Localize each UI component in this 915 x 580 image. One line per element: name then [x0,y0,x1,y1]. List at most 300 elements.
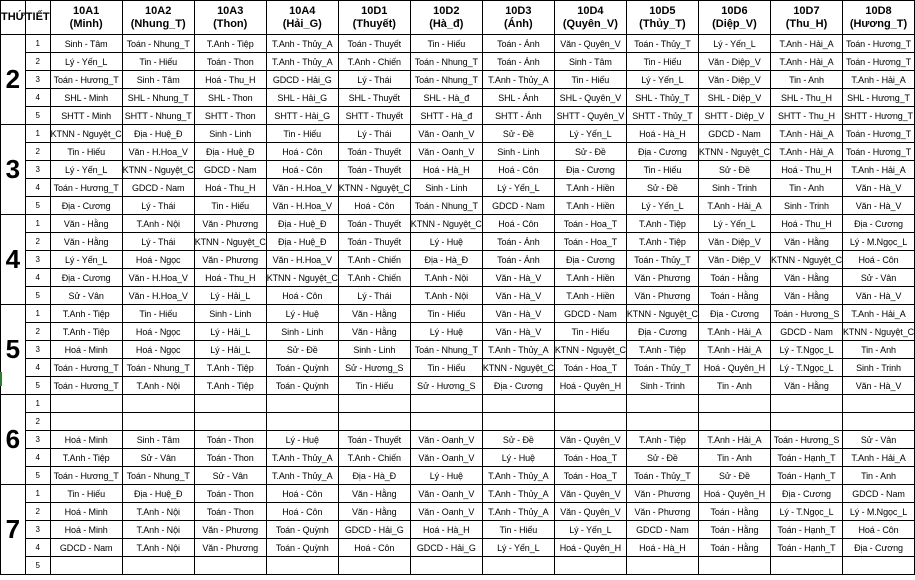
schedule-cell[interactable]: Sử - Đề [626,179,698,197]
schedule-cell[interactable]: Hoá - Hà_H [410,521,482,539]
schedule-cell[interactable]: Sinh - Trinh [770,197,842,215]
schedule-cell[interactable]: Lý - Thái [122,197,194,215]
schedule-cell[interactable]: Toán - Thủy_T [626,467,698,485]
schedule-cell[interactable]: Toán - Ánh [482,251,554,269]
schedule-cell[interactable]: Toán - Hằng [698,503,770,521]
schedule-cell[interactable]: Toán - Hương_T [50,467,122,485]
schedule-cell[interactable]: T.Anh - Tiệp [50,305,122,323]
schedule-cell[interactable]: KTNN - Nguyệt_C [194,233,266,251]
schedule-cell[interactable]: Văn - Phương [626,269,698,287]
header-class-10d7[interactable] [770,1,842,35]
schedule-cell[interactable]: T.Anh - Thủy_A [266,35,338,53]
schedule-cell[interactable]: T.Anh - Nội [122,503,194,521]
day-label[interactable]: 6 [1,395,26,485]
schedule-cell[interactable]: Tin - Hiếu [50,485,122,503]
schedule-cell[interactable] [626,395,698,413]
schedule-cell[interactable] [842,395,914,413]
period-number[interactable]: 4 [25,539,50,557]
schedule-cell[interactable]: Văn - Quyên_V [554,35,626,53]
schedule-cell[interactable]: Sử - Vân [50,287,122,305]
schedule-cell[interactable]: Văn - Oanh_V [410,431,482,449]
schedule-cell[interactable]: Văn - Phương [626,287,698,305]
header-class-10d8[interactable] [842,1,914,35]
schedule-cell[interactable]: Văn - Hằng [338,503,410,521]
schedule-cell[interactable] [266,395,338,413]
schedule-cell[interactable]: Hoá - Hà_H [410,161,482,179]
schedule-cell[interactable]: Toán - Nhung_T [122,467,194,485]
schedule-cell[interactable]: Toán - Hoa_T [554,449,626,467]
schedule-cell[interactable]: T.Anh - Nội [410,269,482,287]
schedule-cell[interactable]: T.Anh - Hải_A [698,341,770,359]
schedule-cell[interactable]: T.Anh - Tiệp [626,431,698,449]
period-number[interactable]: 5 [25,107,50,125]
schedule-cell[interactable]: Văn - Hà_V [842,287,914,305]
schedule-cell[interactable]: T.Anh - Hải_A [842,449,914,467]
schedule-cell[interactable]: Toán - Hương_T [842,35,914,53]
schedule-cell[interactable] [122,395,194,413]
schedule-cell[interactable]: Sinh - Linh [338,341,410,359]
schedule-cell[interactable]: Văn - Diệp_V [698,251,770,269]
schedule-cell[interactable]: KTNN - Nguyệt_C [842,323,914,341]
schedule-cell[interactable]: Toán - Thuyết [338,143,410,161]
schedule-cell[interactable]: GDCD - Hải_G [338,521,410,539]
schedule-cell[interactable]: Lý - M.Ngọc_L [842,503,914,521]
schedule-cell[interactable]: Toán - Thuyết [338,35,410,53]
schedule-cell[interactable]: Hoá - Quyên_H [698,485,770,503]
schedule-cell[interactable]: GDCD - Nam [842,485,914,503]
schedule-cell[interactable] [338,557,410,575]
schedule-cell[interactable]: Sử - Hương_S [338,359,410,377]
schedule-cell[interactable]: Sinh - Linh [410,179,482,197]
schedule-cell[interactable]: Sử - Đề [698,161,770,179]
schedule-cell[interactable]: Toán - Hạnh_T [770,539,842,557]
schedule-cell[interactable]: Toán - Hằng [698,521,770,539]
period-number[interactable]: 3 [25,341,50,359]
schedule-cell[interactable]: Sinh - Tâm [554,53,626,71]
schedule-cell[interactable]: Toán - Hương_T [842,53,914,71]
schedule-cell[interactable]: Tin - Anh [842,341,914,359]
period-number[interactable]: 1 [25,215,50,233]
schedule-cell[interactable]: Tin - Hiếu [50,143,122,161]
schedule-cell[interactable]: T.Anh - Nội [122,521,194,539]
schedule-cell[interactable]: Tin - Anh [698,377,770,395]
schedule-cell[interactable]: Lý - Yến_L [50,53,122,71]
schedule-cell[interactable]: Văn - H.Hoa_V [122,287,194,305]
schedule-cell[interactable]: SHL - Thuyết [338,89,410,107]
schedule-cell[interactable]: T.Anh - Tiệp [626,341,698,359]
schedule-cell[interactable]: Tin - Hiếu [410,305,482,323]
schedule-cell[interactable]: Hoá - Côn [338,539,410,557]
schedule-cell[interactable]: Hoá - Côn [842,521,914,539]
schedule-cell[interactable]: Hoá - Thu_H [194,71,266,89]
schedule-cell[interactable]: Hoá - Côn [482,161,554,179]
schedule-cell[interactable]: Hoá - Côn [266,503,338,521]
schedule-cell[interactable]: KTNN - Nguyệt_C [50,125,122,143]
period-number[interactable]: 1 [25,305,50,323]
schedule-cell[interactable]: Tin - Hiếu [194,197,266,215]
schedule-cell[interactable]: T.Anh - Tiệp [194,35,266,53]
schedule-cell[interactable]: T.Anh - Thủy_A [482,341,554,359]
schedule-cell[interactable]: Văn - Phương [194,521,266,539]
schedule-cell[interactable]: Tin - Hiếu [410,359,482,377]
schedule-cell[interactable]: Văn - Quyên_V [554,485,626,503]
schedule-cell[interactable]: Hoá - Hà_H [626,539,698,557]
schedule-cell[interactable]: Toán - Thon [194,449,266,467]
schedule-cell[interactable] [842,557,914,575]
schedule-cell[interactable]: Văn - H.Hoa_V [266,251,338,269]
schedule-cell[interactable]: Toán - Thủy_T [626,359,698,377]
schedule-cell[interactable]: Lý - Thái [338,71,410,89]
schedule-cell[interactable]: T.Anh - Hải_A [770,35,842,53]
schedule-cell[interactable] [410,557,482,575]
schedule-cell[interactable]: Lý - T.Ngọc_L [770,503,842,521]
day-label[interactable]: 5 [1,305,26,395]
schedule-cell[interactable]: Sinh - Trinh [698,179,770,197]
schedule-cell[interactable]: Hoá - Quyên_H [554,377,626,395]
period-number[interactable]: 1 [25,125,50,143]
schedule-cell[interactable]: Lý - Yến_L [482,539,554,557]
schedule-cell[interactable]: Toán - Hương_T [50,359,122,377]
schedule-cell[interactable]: Địa - Cương [842,539,914,557]
schedule-cell[interactable] [410,395,482,413]
schedule-cell[interactable]: T.Anh - Hiền [554,197,626,215]
schedule-cell[interactable]: Hoá - Minh [50,521,122,539]
schedule-cell[interactable]: T.Anh - Thủy_A [266,449,338,467]
schedule-cell[interactable]: Toán - Nhung_T [410,341,482,359]
schedule-cell[interactable]: GDCD - Hải_G [410,539,482,557]
schedule-cell[interactable]: GDCD - Nam [554,305,626,323]
schedule-cell[interactable]: Toán - Quỳnh [266,359,338,377]
schedule-cell[interactable]: T.Anh - Hải_A [842,161,914,179]
schedule-cell[interactable]: Toán - Hoa_T [554,233,626,251]
schedule-cell[interactable]: Toán - Hương_T [50,179,122,197]
schedule-cell[interactable]: SHL - Thon [194,89,266,107]
schedule-cell[interactable]: Hoá - Thu_H [770,161,842,179]
schedule-cell[interactable]: Lý - T.Ngọc_L [770,341,842,359]
schedule-cell[interactable]: SHL - Diệp_V [698,89,770,107]
schedule-cell[interactable]: KTNN - Nguyệt_C [770,251,842,269]
schedule-cell[interactable]: Tin - Hiếu [626,53,698,71]
schedule-cell[interactable]: Sinh - Linh [194,305,266,323]
schedule-cell[interactable]: Sinh - Linh [194,125,266,143]
schedule-cell[interactable]: Văn - Hà_V [482,305,554,323]
schedule-cell[interactable]: Địa - Huệ_Đ [122,125,194,143]
schedule-cell[interactable]: SHTT - Hương_T [842,107,914,125]
header-class-10a1[interactable] [50,1,122,35]
period-number[interactable]: 4 [25,179,50,197]
period-number[interactable]: 5 [25,467,50,485]
schedule-cell[interactable]: Toán - Ánh [482,53,554,71]
schedule-cell[interactable] [770,557,842,575]
schedule-cell[interactable]: Văn - Quyên_V [554,503,626,521]
schedule-cell[interactable]: SHL - Minh [50,89,122,107]
schedule-cell[interactable]: Lý - Yến_L [554,125,626,143]
schedule-cell[interactable]: Tin - Hiếu [482,521,554,539]
schedule-cell[interactable]: Sử - Vân [842,269,914,287]
schedule-cell[interactable]: Hoá - Côn [842,251,914,269]
schedule-cell[interactable]: Toán - Hằng [698,269,770,287]
schedule-cell[interactable]: T.Anh - Tiệp [194,359,266,377]
schedule-cell[interactable]: Văn - Diệp_V [698,233,770,251]
period-number[interactable]: 3 [25,431,50,449]
schedule-cell[interactable]: Sử - Đề [266,341,338,359]
schedule-cell[interactable]: Sinh - Trinh [626,377,698,395]
schedule-cell[interactable]: Toán - Hằng [698,539,770,557]
schedule-cell[interactable]: Lý - Hải_L [194,341,266,359]
schedule-cell[interactable]: Lý - Yến_L [482,179,554,197]
period-number[interactable]: 3 [25,521,50,539]
schedule-cell[interactable]: Văn - Hằng [50,233,122,251]
schedule-cell[interactable]: Văn - Hằng [770,377,842,395]
schedule-cell[interactable]: Lý - Huệ [410,467,482,485]
header-tiet[interactable]: TIẾT [25,1,50,35]
schedule-cell[interactable]: Văn - Diệp_V [698,71,770,89]
schedule-cell[interactable]: Hoá - Ngọc [122,323,194,341]
schedule-cell[interactable]: Sinh - Tâm [50,35,122,53]
schedule-cell[interactable]: Địa - Huệ_Đ [194,143,266,161]
schedule-cell[interactable]: KTNN - Nguyệt_C [482,359,554,377]
schedule-cell[interactable]: Tin - Hiếu [626,161,698,179]
schedule-cell[interactable]: T.Anh - Hiền [554,269,626,287]
schedule-cell[interactable]: KTNN - Nguyệt_C [410,215,482,233]
schedule-cell[interactable]: Tin - Hiếu [122,53,194,71]
period-number[interactable]: 2 [25,323,50,341]
schedule-cell[interactable]: Lý - Hải_L [194,287,266,305]
schedule-cell[interactable]: Lý - Yến_L [50,251,122,269]
schedule-cell[interactable] [554,557,626,575]
schedule-cell[interactable] [50,557,122,575]
schedule-cell[interactable] [122,557,194,575]
schedule-cell[interactable]: Lý - Huệ [410,233,482,251]
schedule-cell[interactable]: Sử - Vân [194,467,266,485]
day-label[interactable]: 3 [1,125,26,215]
schedule-cell[interactable]: SHTT - Nhung_T [122,107,194,125]
schedule-cell[interactable]: T.Anh - Thủy_A [482,467,554,485]
schedule-cell[interactable]: T.Anh - Hải_A [770,143,842,161]
schedule-cell[interactable]: T.Anh - Nội [122,215,194,233]
schedule-cell[interactable]: T.Anh - Hải_A [842,305,914,323]
schedule-cell[interactable]: Văn - Phương [194,539,266,557]
schedule-cell[interactable]: Tin - Hiếu [122,305,194,323]
schedule-cell[interactable]: Địa - Cương [770,485,842,503]
schedule-cell[interactable]: KTNN - Nguyệt_C [626,305,698,323]
schedule-cell[interactable]: Tin - Anh [770,179,842,197]
schedule-cell[interactable]: Lý - Huệ [410,323,482,341]
schedule-cell[interactable]: Hoá - Côn [482,215,554,233]
header-class-10d2[interactable] [410,1,482,35]
header-class-10d3[interactable] [482,1,554,35]
schedule-cell[interactable]: SHTT - Hà_đ [410,107,482,125]
schedule-cell[interactable]: T.Anh - Tiệp [626,215,698,233]
schedule-cell[interactable]: SHL - Thu_H [770,89,842,107]
schedule-cell[interactable]: Sử - Vân [842,431,914,449]
schedule-cell[interactable]: Toán - Thon [194,431,266,449]
schedule-cell[interactable]: Hoá - Minh [50,431,122,449]
schedule-cell[interactable]: Toán - Quỳnh [266,539,338,557]
schedule-cell[interactable]: Toán - Hương_T [50,71,122,89]
schedule-cell[interactable]: Toán - Hằng [698,287,770,305]
schedule-cell[interactable]: Văn - Phương [626,485,698,503]
schedule-cell[interactable]: Sử - Đề [698,467,770,485]
schedule-cell[interactable]: Toán - Hương_S [770,431,842,449]
schedule-cell[interactable]: Hoá - Thu_H [770,215,842,233]
period-number[interactable]: 4 [25,89,50,107]
schedule-cell[interactable]: Hoá - Côn [338,197,410,215]
schedule-cell[interactable]: Toán - Thon [194,503,266,521]
schedule-cell[interactable]: Toán - Thủy_T [626,251,698,269]
period-number[interactable]: 2 [25,503,50,521]
schedule-cell[interactable]: Tin - Hiếu [410,35,482,53]
schedule-cell[interactable]: Hoá - Thu_H [194,179,266,197]
schedule-cell[interactable]: T.Anh - Chiến [338,269,410,287]
schedule-cell[interactable]: Tin - Anh [842,467,914,485]
schedule-cell[interactable]: Toán - Hương_T [842,125,914,143]
schedule-cell[interactable] [626,557,698,575]
schedule-cell[interactable] [554,395,626,413]
schedule-cell[interactable]: Toán - Thuyết [338,431,410,449]
schedule-cell[interactable]: Hoá - Ngọc [122,251,194,269]
schedule-cell[interactable]: Văn - Oanh_V [410,503,482,521]
schedule-cell[interactable]: SHL - Nhung_T [122,89,194,107]
schedule-cell[interactable]: Sử - Vân [122,449,194,467]
schedule-cell[interactable]: T.Anh - Hải_A [698,323,770,341]
schedule-cell[interactable]: Toán - Nhung_T [410,71,482,89]
schedule-cell[interactable]: Hoá - Ngọc [122,341,194,359]
schedule-cell[interactable]: Văn - Oanh_V [410,485,482,503]
schedule-cell[interactable]: SHTT - Thu_H [770,107,842,125]
schedule-cell[interactable]: Địa - Cương [626,143,698,161]
schedule-cell[interactable]: Toán - Thuyết [338,233,410,251]
schedule-cell[interactable] [842,413,914,431]
schedule-cell[interactable] [410,413,482,431]
schedule-cell[interactable]: T.Anh - Hải_A [842,71,914,89]
period-number[interactable]: 4 [25,449,50,467]
period-number[interactable]: 3 [25,161,50,179]
schedule-cell[interactable]: Lý - Yến_L [626,197,698,215]
schedule-cell[interactable]: Tin - Hiếu [338,377,410,395]
schedule-cell[interactable]: Văn - Hằng [50,215,122,233]
schedule-cell[interactable] [770,413,842,431]
schedule-cell[interactable]: Tin - Anh [770,71,842,89]
schedule-cell[interactable]: Toán - Thon [194,53,266,71]
schedule-cell[interactable]: Sử - Hương_S [410,377,482,395]
schedule-cell[interactable]: Địa - Cương [50,269,122,287]
schedule-cell[interactable]: Toán - Hạnh_T [770,521,842,539]
schedule-cell[interactable]: KTNN - Nguyệt_C [122,161,194,179]
period-number[interactable]: 1 [25,35,50,53]
day-label[interactable]: 7 [1,485,26,575]
schedule-cell[interactable]: Văn - Quyên_V [554,431,626,449]
schedule-cell[interactable]: Toán - Hoa_T [554,359,626,377]
schedule-cell[interactable] [698,557,770,575]
schedule-cell[interactable]: Văn - Phương [194,215,266,233]
schedule-cell[interactable]: Địa - Huệ_Đ [122,485,194,503]
schedule-cell[interactable]: Văn - Hằng [770,233,842,251]
schedule-cell[interactable]: T.Anh - Tiệp [50,449,122,467]
schedule-cell[interactable]: SHTT - Hải_G [266,107,338,125]
schedule-cell[interactable]: Sử - Đề [554,143,626,161]
schedule-cell[interactable]: Lý - T.Ngọc_L [770,359,842,377]
schedule-cell[interactable]: Địa - Hà_Đ [338,467,410,485]
schedule-cell[interactable]: KTNN - Nguyệt_C [338,179,410,197]
schedule-cell[interactable]: SHTT - Diệp_V [698,107,770,125]
schedule-cell[interactable]: Văn - Hà_V [842,377,914,395]
schedule-cell[interactable]: Văn - Oanh_V [410,143,482,161]
schedule-cell[interactable]: T.Anh - Chiến [338,53,410,71]
schedule-cell[interactable] [194,557,266,575]
schedule-cell[interactable]: Tin - Hiếu [554,71,626,89]
schedule-cell[interactable]: Toán - Nhung_T [410,197,482,215]
schedule-cell[interactable]: T.Anh - Chiến [338,251,410,269]
schedule-cell[interactable]: Hoá - Minh [50,341,122,359]
schedule-cell[interactable]: T.Anh - Thủy_A [482,485,554,503]
schedule-cell[interactable]: SHTT - Minh [50,107,122,125]
schedule-cell[interactable]: T.Anh - Thủy_A [266,467,338,485]
schedule-cell[interactable]: Địa - Cương [554,161,626,179]
schedule-cell[interactable]: Tin - Anh [698,449,770,467]
schedule-cell[interactable]: T.Anh - Hải_A [698,431,770,449]
period-number[interactable]: 1 [25,485,50,503]
schedule-cell[interactable]: Sinh - Linh [266,323,338,341]
period-number[interactable]: 2 [25,53,50,71]
schedule-cell[interactable]: T.Anh - Thủy_A [482,503,554,521]
schedule-cell[interactable] [338,413,410,431]
schedule-cell[interactable]: Văn - Phương [626,503,698,521]
schedule-cell[interactable] [122,413,194,431]
schedule-cell[interactable]: Tin - Hiếu [266,125,338,143]
schedule-cell[interactable]: Lý - Yến_L [698,35,770,53]
period-number[interactable]: 4 [25,269,50,287]
schedule-cell[interactable]: Văn - H.Hoa_V [266,179,338,197]
period-number[interactable]: 5 [25,557,50,575]
schedule-cell[interactable]: Lý - Hải_L [194,323,266,341]
schedule-cell[interactable] [266,557,338,575]
schedule-cell[interactable]: KTNN - Nguyệt_C [266,269,338,287]
day-label[interactable]: 2 [1,35,26,125]
schedule-cell[interactable]: Toán - Thuyết [338,215,410,233]
schedule-cell[interactable]: T.Anh - Hiền [554,287,626,305]
header-class-10a2[interactable] [122,1,194,35]
schedule-cell[interactable]: Văn - H.Hoa_V [122,143,194,161]
schedule-cell[interactable]: Toán - Quỳnh [266,521,338,539]
schedule-cell[interactable]: SHTT - Thủy_T [626,107,698,125]
schedule-cell[interactable]: Văn - Hà_V [482,269,554,287]
schedule-cell[interactable]: Toán - Nhung_T [122,359,194,377]
schedule-cell[interactable]: Tin - Hiếu [554,323,626,341]
schedule-cell[interactable]: Lý - Yến_L [626,71,698,89]
header-thu[interactable]: THỨ [1,1,26,35]
schedule-cell[interactable]: Hoá - Thu_H [194,269,266,287]
schedule-cell[interactable]: KTNN - Nguyệt_C [554,341,626,359]
schedule-cell[interactable]: Sử - Đề [482,125,554,143]
schedule-cell[interactable]: Lý - Thái [122,233,194,251]
schedule-cell[interactable]: Địa - Cương [482,377,554,395]
schedule-cell[interactable]: Văn - Diệp_V [698,53,770,71]
schedule-cell[interactable]: Sử - Đề [626,449,698,467]
schedule-cell[interactable]: Lý - Thái [338,287,410,305]
header-class-10d6[interactable] [698,1,770,35]
schedule-cell[interactable]: Lý - Huệ [266,305,338,323]
schedule-cell[interactable]: Địa - Huệ_Đ [266,215,338,233]
period-number[interactable]: 3 [25,71,50,89]
schedule-cell[interactable]: Địa - Cương [842,215,914,233]
day-label[interactable]: 4 [1,215,26,305]
schedule-cell[interactable] [482,413,554,431]
schedule-cell[interactable]: SHL - Ánh [482,89,554,107]
schedule-cell[interactable] [194,413,266,431]
schedule-cell[interactable]: Văn - Hà_V [842,179,914,197]
header-class-10d5[interactable] [626,1,698,35]
